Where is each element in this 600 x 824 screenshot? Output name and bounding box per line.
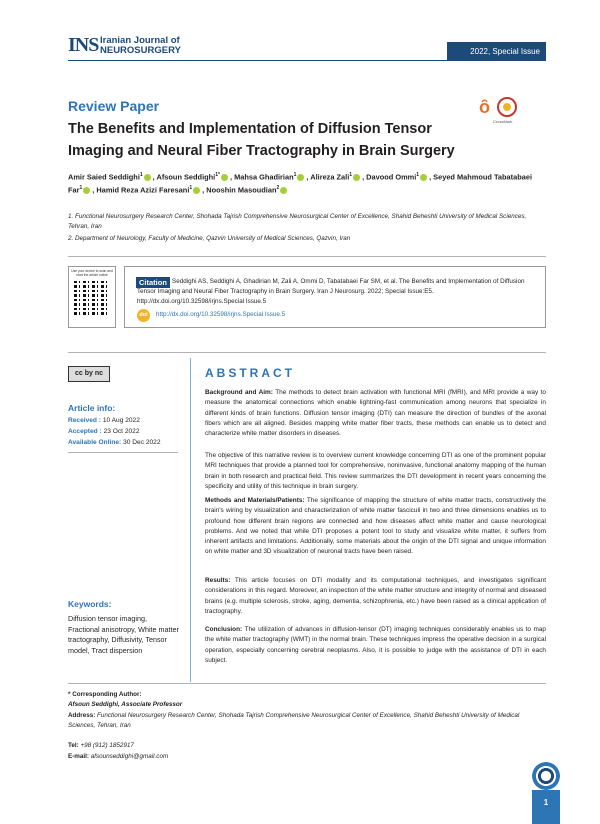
doi-icon: doi [137, 309, 150, 322]
crossmark-icon[interactable] [497, 97, 517, 117]
received-label: Received : [68, 417, 101, 424]
address-label: Address: [68, 712, 96, 719]
conclusion-label: Conclusion: [205, 626, 243, 633]
author-affiliation-mark: 1 [349, 172, 353, 178]
orcid-icon[interactable] [221, 174, 228, 181]
orcid-icon[interactable] [297, 174, 304, 181]
online-label: Available Online: [68, 439, 122, 446]
orcid-icon[interactable] [420, 174, 427, 181]
author-name: Amir Saied Seddighi [68, 172, 140, 182]
author-affiliation-mark: 1 [293, 172, 297, 178]
accepted-row [68, 428, 140, 435]
corresponding-heading: * Corresponding Author: [68, 691, 142, 698]
affiliation-2: 2. Department of Neurology, Faculty of Medicine, Qazvin University of Medical Sciences, Qazvin, Iran [68, 235, 351, 242]
abstract-background: Background and Aim: The methods to detect brain activation with functional MRI (fMRI), and MRI provide a way to measure the anatomical connections which enable lightning-fast communication among neurons that specialize in different kinds of brain functions. Diffusion tensor imaging (DTI) can measure the direction of bundles of the axonal fibers which are all aligned. Besides mapping white matter fiber tracts, these methods can enable us to detect and characterize white matter disorders in diseases. [205, 389, 546, 438]
email-label: E-mail: [68, 753, 89, 760]
cc-license-badge[interactable]: cc by nc [68, 366, 110, 382]
corresponding-tel: Tel: +98 (912) 1852917 [68, 742, 134, 749]
received-date: 10 Aug 2022 [102, 417, 140, 424]
journal-name-line1: Iranian Journal of [100, 35, 180, 46]
online-row [68, 439, 161, 446]
tel-label: Tel: [68, 742, 79, 749]
article-title: The Benefits and Implementation of Diffusion Tensor Imaging and Neural Fiber Tractography in Brain Surgery [68, 121, 455, 159]
author-affiliation-mark: 1 [139, 172, 143, 178]
author-name: Davood Ommi [366, 172, 417, 182]
footer-rule [68, 683, 546, 684]
side-rule [68, 452, 178, 453]
author-list: Amir Saied Seddighi$^1$ , Afsoun Seddighi$^{1*}$ , Mahsa Ghadirian$^1$ , Alireza Zali$^1$ , Davood Ommi$^1$ , Seyed Mahmoud Tabatabaei Far$^1$ , Hamid Reza Azizi Faresani$^1$ , Nooshin Masoudian$^2$ [68, 172, 533, 195]
author-affiliation-mark: 1 [189, 184, 193, 191]
online-date: 30 Dec 2022 [123, 439, 161, 446]
open-access-icon: ȏ [479, 97, 490, 117]
crossmark-label: CrossMark [493, 119, 513, 124]
section-rule [68, 352, 546, 353]
citation-label: Citation [136, 277, 170, 288]
orcid-icon[interactable] [144, 174, 151, 181]
journal-logo-mark: INS [68, 34, 99, 56]
corresponding-email: E-mail: afsounseddighi@gmail.com [68, 753, 169, 760]
affiliation-1: 1. Functional Neurosurgery Research Center, Shohada Tajrish Comprehensive Neurosurgical Center of Excellence, Shahid Beheshti University of Medical Sciences, Tehran, Iran [68, 213, 527, 230]
orcid-icon[interactable] [280, 187, 287, 194]
orcid-icon[interactable] [83, 187, 90, 194]
header-rule [68, 60, 546, 61]
abstract-divider [190, 358, 191, 682]
doi-link[interactable]: http://dx.doi.org/10.32598/irjns.Special Issue.5 [156, 311, 286, 318]
corresponding-name: Afsoun Seddighi, Associate Professor [68, 701, 183, 708]
issue-label: 2022, Special Issue [447, 42, 546, 61]
keywords-title: Keywords: [68, 599, 112, 609]
orcid-icon[interactable] [193, 187, 200, 194]
keywords-text: Diffusion tensor imaging, Fractional anisotropy, White matter tractography, Diffusivity, Tensor model, Tract dispersion [68, 614, 179, 655]
author-name: Seyed Mahmoud Tabatabaei Far [68, 172, 533, 195]
abstract-conclusion: Conclusion: The utilization of advances in diffusion-tensor (DT) imaging techniques considerably enables us to map the white matter tractography (WMT) in the normal brain. These techniques impress the operative decision in a surgical operation, especially concerning cerebral neoplasms. Also, it is possible to judge with the assistance of DTI in each subject. [205, 626, 546, 664]
journal-name-line2: NEUROSURGERY [100, 45, 181, 56]
article-info-title: Article info: [68, 403, 116, 413]
section-rule [68, 256, 546, 257]
page-number: 1 [532, 790, 560, 824]
abstract-objective: The objective of this narrative review is to overview current knowledge concerning DTI as one of the prominent popular MRI techniques that provide a planned tool for comprehensive, noninvasive, functional anatomy mapping of the human brain in both research and practical field. This review summarizes the DTI development in recent years concerning the specificity and utility of this technique in brain surgery. [205, 452, 546, 490]
abstract-results: Results: This article focuses on DTI modality and its computational techniques, and investigates significant considerations in this regard. Moreover, an inspection of the white matter structure and integrity of normal and diseased brains (e.g. multiple sclerosis, stroke, aging, dementia, schizophrenia, etc.) have been raised as a clinical application of tractography. [205, 577, 546, 615]
author-name: Afsoun Seddighi [156, 172, 216, 182]
orcid-icon[interactable] [353, 174, 360, 181]
author-name: Hamid Reza Azizi Faresani [96, 185, 190, 195]
author-affiliation-mark: 1 [416, 172, 420, 178]
background-label: Background and Aim: [205, 389, 273, 396]
abstract-methods: Methods and Materials/Patients: The significance of mapping the structure of white matter tracts, constructively the brain's wiring by visualization and characterization of white matter fasciculi in two and three dimensions enables us to profound how different brain regions are connected and how diseases affect white matter and cause neurological problems. And we noted that while DTI proposes a potent tool to study and visualize white matter, it suffers from inherent artifacts and limitations. Additionally, some materials about the origin of the DTI signal and unique information on white matter and 3D visualization of neuronal tracts have been raised. [205, 497, 546, 556]
received-row [68, 417, 140, 424]
author-name: Alireza Zali [310, 172, 350, 182]
citation-text: Seddighi AS, Seddighi A, Ghadirian M, Zali A, Ommi D, Tabatabaei Far SM, et al. The Benefits and Implementation of Diffusion Tensor Imaging and Neural Fiber Tractography in Brain Surgery. Iran J Neurosurg. 2022; Special Issue:E5. http://dx.doi.org/10.32598/irjns.Special Issue.5 [137, 278, 525, 306]
qr-code-box[interactable] [68, 266, 116, 328]
accepted-date: 23 Oct 2022 [103, 428, 140, 435]
author-name: Nooshin Masoudian [206, 185, 277, 195]
author-name: Mahsa Ghadirian [234, 172, 294, 182]
author-affiliation-mark: 2 [276, 184, 280, 191]
qr-code[interactable] [74, 279, 110, 315]
qr-caption: Use your device to scan and read the article online [71, 269, 113, 277]
corresponding-address: Address: Functional Neurosurgery Research Center, Shohada Tajrish Comprehensive Neurosurgical Center of Excellence, Shahid Beheshti University of Medical Sciences, Tehran, Iran [68, 712, 520, 730]
article-type: Review Paper [68, 98, 160, 114]
author-affiliation-mark: 1* [215, 172, 220, 178]
methods-label: Methods and Materials/Patients: [205, 497, 305, 504]
results-label: Results: [205, 577, 231, 584]
author-affiliation-mark: 1 [79, 184, 83, 191]
abstract-title: ABSTRACT [205, 366, 295, 380]
accepted-label: Accepted : [68, 428, 102, 435]
journal-seal-icon [532, 762, 560, 790]
